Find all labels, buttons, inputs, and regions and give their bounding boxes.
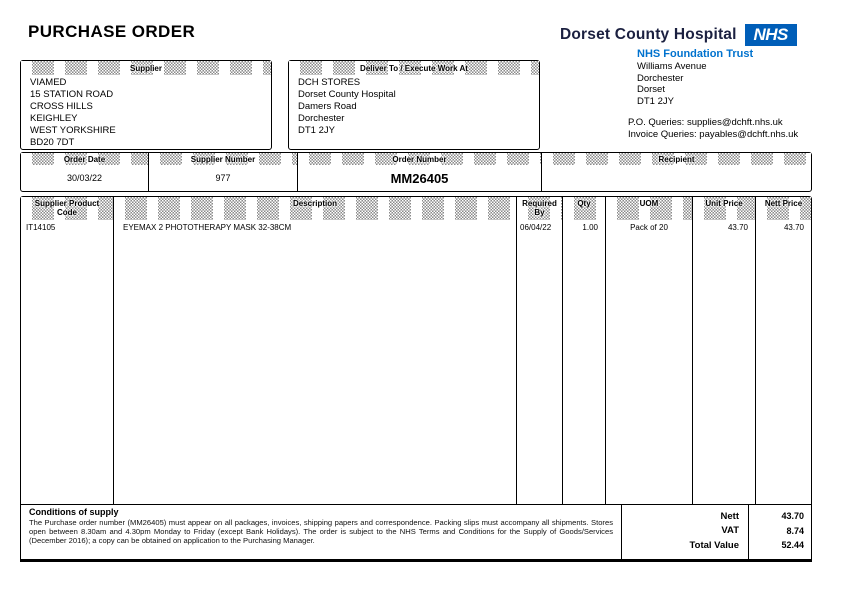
column-unit-price — [693, 197, 756, 505]
order-date-header: Order Date — [21, 153, 148, 165]
recipient-value — [542, 165, 811, 191]
supplier-address — [21, 75, 271, 149]
queries-block — [628, 117, 826, 140]
column-supplier-product-code — [21, 197, 114, 505]
item-description: EYEMAX 2 PHOTOTHERAPY MASK 32-38CM — [123, 223, 292, 232]
deliver-address-line: DCH STORES — [298, 77, 361, 88]
nett-row — [622, 509, 811, 524]
deliver-address-line: Damers Road — [298, 101, 357, 112]
totals-block — [622, 505, 811, 559]
supplier-address-line: CROSS HILLS — [30, 101, 93, 112]
trust-name: NHS Foundation Trust — [637, 48, 754, 60]
deliver-address-line: DT1 2JY — [298, 125, 335, 136]
conditions-title: Conditions of supply — [29, 507, 119, 517]
order-number-header: Order Number — [298, 153, 541, 165]
hospital-brand — [560, 24, 826, 140]
item-nett-price: 43.70 — [783, 223, 804, 232]
order-number-cell — [298, 153, 542, 191]
hospital-brand-row — [560, 24, 826, 46]
column-uom — [606, 197, 693, 505]
total-value-row — [622, 538, 811, 553]
deliver-to-box — [288, 60, 540, 150]
supplier-address-line: VIAMED — [30, 77, 67, 88]
totals-divider — [748, 505, 749, 559]
deliver-to-box-header — [289, 61, 539, 75]
item-required-by: 06/04/22 — [520, 223, 552, 232]
conditions-of-supply — [21, 505, 622, 559]
order-number-value: MM26405 — [390, 170, 449, 186]
recipient-header: Recipient — [542, 153, 811, 165]
line-items-table — [20, 196, 812, 506]
supplier-address-line: KEIGHLEY — [30, 113, 78, 124]
po-queries: P.O. Queries: supplies@dchft.nhs.uk — [628, 117, 783, 128]
total-value-label: Total Value — [689, 539, 739, 551]
total-value-amount: 52.44 — [781, 540, 804, 551]
column-nett-price — [756, 197, 811, 505]
deliver-to-address — [289, 75, 539, 137]
column-header: Qty — [577, 199, 591, 208]
item-unit-price: 43.70 — [727, 223, 748, 232]
footer-section — [20, 504, 812, 562]
deliver-address-line: Dorchester — [298, 113, 345, 124]
deliver-to-box-label: Deliver To / Execute Work At — [360, 63, 468, 73]
conditions-text: The Purchase order number (MM26405) must appear on all packages, invoices, shipping papers and correspondence. Packing slips must accompany all shipments. Stores open between 8.30am and 4.30pm Monday to Friday (except Bank Holidays). The order is subject to the NHS Terms and Conditions for the Supply of Goods/Services (December 2016); a copy can be obtained on application to the Purchasing Manager. — [29, 518, 613, 546]
order-info-table — [20, 152, 812, 192]
supplier-number-header: Supplier Number — [149, 153, 297, 165]
hospital-name: Dorset County Hospital — [560, 26, 737, 43]
vat-value: 8.74 — [786, 525, 804, 536]
supplier-address-line: 15 STATION ROAD — [30, 89, 114, 100]
nett-label: Nett — [720, 510, 739, 522]
supplier-address-line: WEST YORKSHIRE — [30, 125, 116, 136]
page-title: PURCHASE ORDER — [28, 22, 196, 41]
supplier-box-label: Supplier — [129, 63, 162, 73]
column-header: Description — [292, 199, 337, 208]
supplier-address-line: BD20 7DT — [30, 137, 75, 148]
nett-value: 43.70 — [781, 511, 804, 522]
deliver-address-line: Dorset County Hospital — [298, 89, 396, 100]
column-description — [114, 197, 517, 505]
item-qty: 1.00 — [582, 223, 598, 232]
column-qty — [563, 197, 606, 505]
column-header: Required By — [522, 199, 557, 217]
column-header: Supplier Product Code — [34, 199, 100, 217]
column-header: UOM — [639, 199, 659, 208]
order-date-value: 30/03/22 — [66, 173, 103, 183]
vat-label: VAT — [721, 525, 739, 537]
supplier-box — [20, 60, 272, 150]
item-uom: Pack of 20 — [630, 223, 668, 232]
column-header: Nett Price — [764, 199, 803, 208]
item-product-code: IT14105 — [26, 223, 56, 232]
hospital-address — [637, 61, 826, 107]
nhs-logo: NHS — [745, 24, 797, 46]
supplier-number-value: 977 — [215, 173, 231, 183]
supplier-number-cell — [149, 153, 298, 191]
hospital-address-line: Dorset — [637, 84, 665, 95]
hospital-address-line: Dorchester — [637, 72, 684, 84]
hospital-address-line: Williams Avenue — [637, 61, 707, 72]
recipient-cell — [542, 153, 811, 191]
hospital-address-line: DT1 2JY — [637, 95, 674, 107]
vat-row — [622, 524, 811, 539]
invoice-queries: Invoice Queries: payables@dchft.nhs.uk — [628, 128, 799, 140]
column-required-by — [517, 197, 563, 505]
column-header: Unit Price — [705, 199, 743, 208]
order-date-cell — [21, 153, 149, 191]
supplier-box-header — [21, 61, 271, 75]
